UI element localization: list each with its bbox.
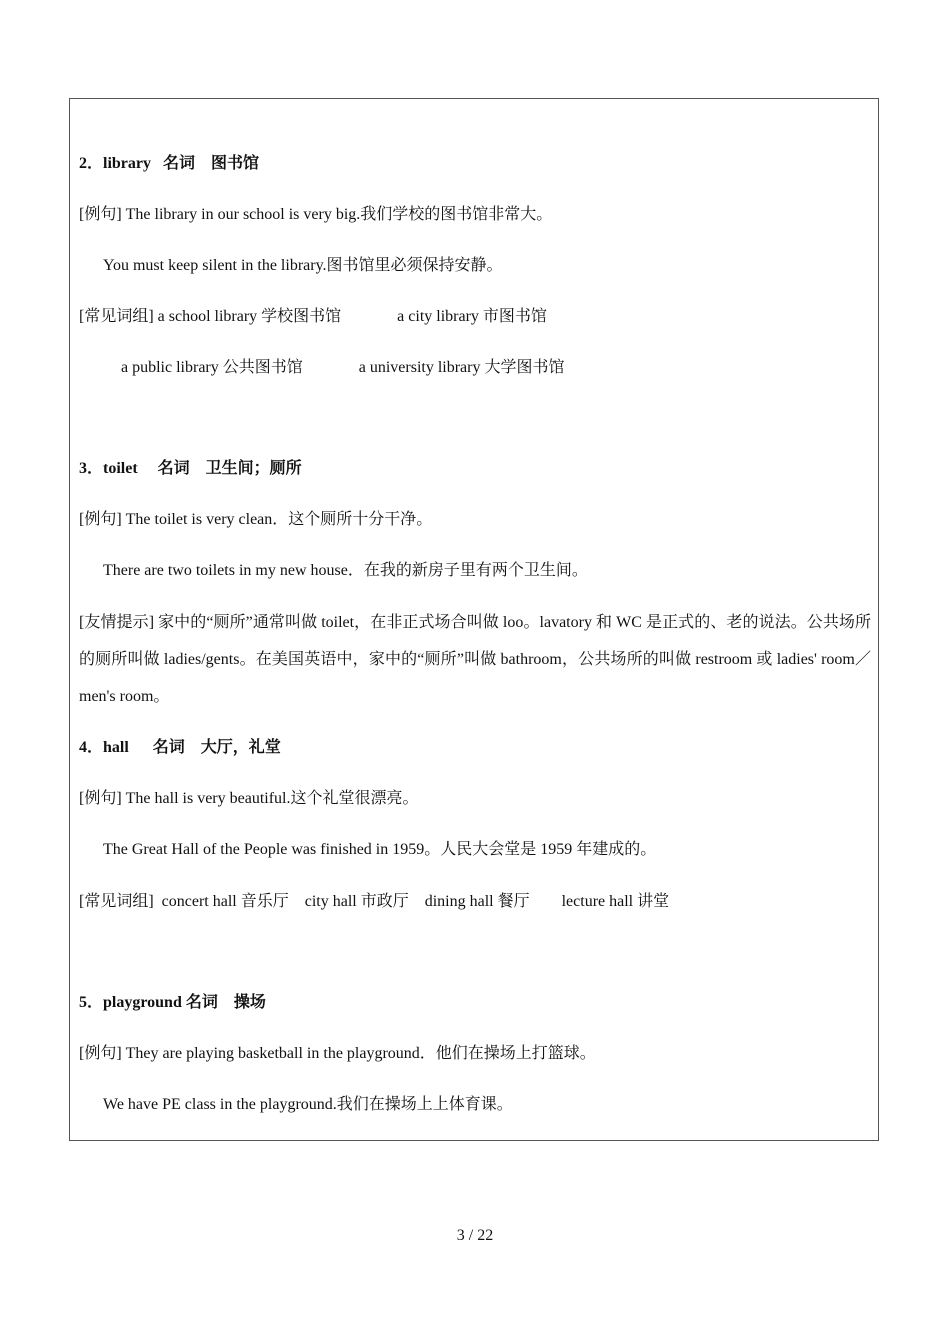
- example-sentence: The Great Hall of the People was finished in 1959。人民大会堂是 1959 年建成的。: [103, 841, 657, 858]
- phrase-list: [常见词组] concert hall 音乐厅 city hall 市政厅 dining hall 餐厅 lecture hall 讲堂: [79, 893, 670, 910]
- example-sentence: You must keep silent in the library.图书馆里必须保持安静。: [103, 257, 503, 274]
- entry-heading-library: 2．library 名词 图书馆: [79, 155, 259, 172]
- example-sentence: [例句] The library in our school is very big.我们学校的图书馆非常大。: [79, 206, 553, 223]
- usage-tip: [友情提示] 家中的“厕所”通常叫做 toilet，在非正式场合叫做 loo。lavatory 和 WC 是正式的、老的说法。公共场所的厕所叫做 ladies/gents。在美国英语中，家中的“厕所”叫做 bathroom，公共场所的叫做 restroom 或 ladies' room／men's room。: [79, 614, 871, 705]
- entry-heading-playground: 5．playground 名词 操场: [79, 994, 266, 1011]
- example-sentence: We have PE class in the playground.我们在操场上上体育课。: [103, 1096, 513, 1113]
- example-sentence: [例句] The hall is very beautiful.这个礼堂很漂亮。: [79, 790, 419, 807]
- example-sentence: [例句] The toilet is very clean．这个厕所十分干净。: [79, 511, 433, 528]
- example-sentence: There are two toilets in my new house．在我的新房子里有两个卫生间。: [103, 562, 588, 579]
- entry-heading-hall: 4．hall 名词 大厅，礼堂: [79, 739, 281, 756]
- phrase-list: a public library 公共图书馆 a university library 大学图书馆: [121, 359, 565, 376]
- page-number: 3 / 22: [456, 1227, 494, 1244]
- phrase-list: [常见词组] a school library 学校图书馆 a city library 市图书馆: [79, 308, 547, 325]
- example-sentence: [例句] They are playing basketball in the playground．他们在操场上打篮球。: [79, 1045, 596, 1062]
- entry-heading-toilet: 3．toilet 名词 卫生间；厕所: [79, 460, 302, 477]
- content-frame: [69, 98, 879, 1141]
